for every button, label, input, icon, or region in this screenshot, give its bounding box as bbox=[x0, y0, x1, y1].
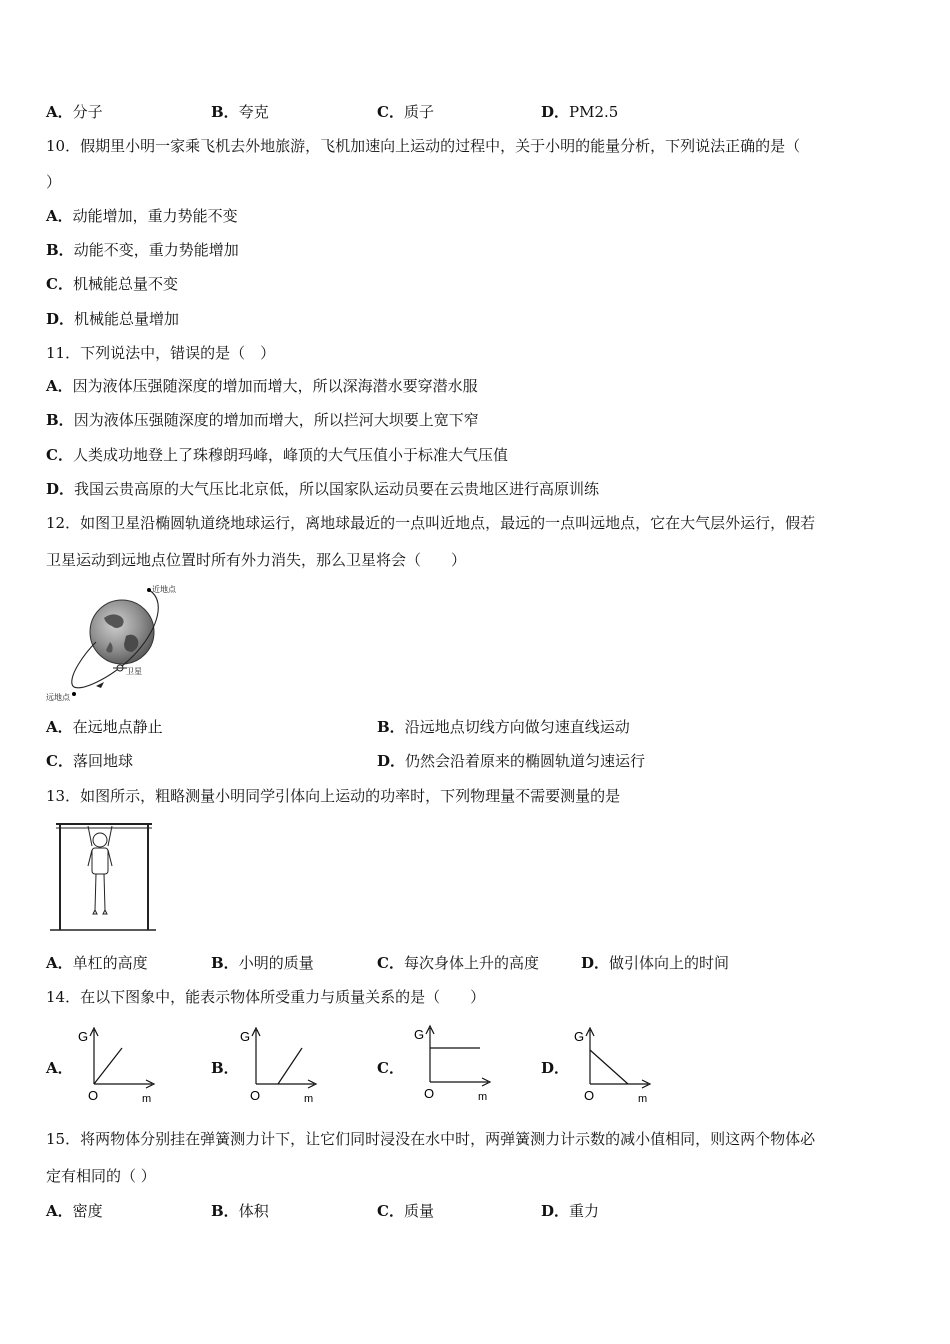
q11-option-c: C．人类成功地登上了珠穆朗玛峰，峰顶的大气压值小于标准大气压值 bbox=[46, 446, 508, 464]
graph-c-origin: O bbox=[424, 1086, 435, 1101]
arrow-icon bbox=[96, 682, 104, 688]
q12-stem-line1: 12．如图卫星沿椭圆轨道绕地球运行，离地球最近的一点叫近地点，最远的一点叫远地点，它在大气层外运行，假若 bbox=[46, 514, 816, 532]
graph-d-line bbox=[590, 1050, 628, 1084]
q10-stem-line2: ） bbox=[46, 173, 62, 191]
q15-option-c: C．质量 bbox=[377, 1202, 434, 1220]
q9-option-b: B．夸克 bbox=[211, 103, 269, 121]
q15-stem-line2: 定有相同的（ ） bbox=[46, 1167, 156, 1185]
q15-stem-line1: 15．将两物体分别挂在弹簧测力计下，让它们同时浸没在水中时，两弹簧测力计示数的减小值相同，则这两个物体必 bbox=[46, 1130, 816, 1148]
graph-d bbox=[572, 1024, 656, 1106]
q13-option-a: A．单杠的高度 bbox=[46, 954, 148, 972]
q12-option-a: A．在远地点静止 bbox=[46, 718, 163, 736]
graph-b-x-label: m bbox=[304, 1093, 314, 1105]
graph-b-line bbox=[278, 1048, 302, 1084]
q11-option-d: D．我国云贵高原的大气压比北京低，所以国家队运动员要在云贵地区进行高原训练 bbox=[46, 480, 600, 498]
perigee-point bbox=[147, 588, 151, 592]
q10-option-d: D．机械能总量增加 bbox=[46, 310, 180, 328]
graph-d-x-label: m bbox=[638, 1093, 648, 1105]
graph-c-y-label: G bbox=[414, 1027, 425, 1042]
q12-stem-line2: 卫星运动到远地点位置时所有外力消失，那么卫星将会（ ） bbox=[46, 551, 467, 569]
q13-option-c: C．每次身体上升的高度 bbox=[377, 954, 539, 972]
q13-stem: 13．如图所示，粗略测量小明同学引体向上运动的功率时，下列物理量不需要测量的是 bbox=[46, 787, 621, 805]
q10-option-b: B．动能不变，重力势能增加 bbox=[46, 241, 239, 259]
q11-option-b: B．因为液体压强随深度的增加而增大，所以拦河大坝要上宽下窄 bbox=[46, 411, 479, 429]
apogee-point bbox=[72, 692, 76, 696]
q9-option-c: C．质子 bbox=[377, 103, 434, 121]
graph-b-origin: O bbox=[250, 1088, 261, 1103]
q10-option-a: A．动能增加，重力势能不变 bbox=[46, 207, 238, 225]
graph-b-y-label: G bbox=[240, 1029, 251, 1044]
earth-icon bbox=[90, 600, 154, 664]
pullup-figure bbox=[48, 820, 158, 936]
q15-option-d: D．重力 bbox=[541, 1202, 600, 1220]
graph-c bbox=[412, 1022, 496, 1104]
q9-option-a: A．分子 bbox=[46, 103, 103, 121]
q12-option-b: B．沿远地点切线方向做匀速直线运动 bbox=[377, 718, 630, 736]
graph-a-x-label: m bbox=[142, 1093, 152, 1105]
q10-option-c: C．机械能总量不变 bbox=[46, 275, 178, 293]
satellite-label: 卫星 bbox=[126, 667, 142, 676]
satellite-orbit-figure bbox=[44, 582, 194, 706]
q14-stem: 14．在以下图象中，能表示物体所受重力与质量关系的是（ ） bbox=[46, 988, 486, 1006]
satellite-icon bbox=[113, 665, 127, 671]
graph-a-y-label: G bbox=[78, 1029, 89, 1044]
graph-a bbox=[76, 1024, 160, 1106]
q14-option-c-label: C． bbox=[377, 1059, 404, 1077]
q9-option-d: D．PM2.5 bbox=[541, 103, 619, 121]
q14-option-d-label: D． bbox=[541, 1059, 570, 1077]
q10-stem-line1: 10．假期里小明一家乘飞机去外地旅游，飞机加速向上运动的过程中，关于小明的能量分析，下列说法正确的是（ bbox=[46, 137, 801, 155]
perigee-label: 近地点 bbox=[152, 585, 176, 594]
apogee-label: 远地点 bbox=[46, 693, 70, 702]
boy-figure-icon bbox=[88, 826, 112, 914]
q11-option-a: A．因为液体压强随深度的增加而增大，所以深海潜水要穿潜水服 bbox=[46, 377, 478, 395]
graph-c-x-label: m bbox=[478, 1091, 488, 1103]
q14-option-a-label: A． bbox=[46, 1059, 73, 1077]
q12-option-c: C．落回地球 bbox=[46, 752, 133, 770]
q15-option-b: B．体积 bbox=[211, 1202, 269, 1220]
q13-option-b: B．小明的质量 bbox=[211, 954, 314, 972]
q13-option-d: D．做引体向上的时间 bbox=[581, 954, 730, 972]
q14-option-b-label: B． bbox=[211, 1059, 239, 1077]
q12-option-d: D．仍然会沿着原来的椭圆轨道匀速运行 bbox=[377, 752, 646, 770]
graph-d-y-label: G bbox=[574, 1029, 585, 1044]
q11-stem: 11．下列说法中，错误的是（ ） bbox=[46, 344, 276, 362]
q15-option-a: A．密度 bbox=[46, 1202, 103, 1220]
graph-a-line bbox=[94, 1048, 122, 1084]
graph-b bbox=[238, 1024, 322, 1106]
graph-a-origin: O bbox=[88, 1088, 99, 1103]
graph-d-origin: O bbox=[584, 1088, 595, 1103]
